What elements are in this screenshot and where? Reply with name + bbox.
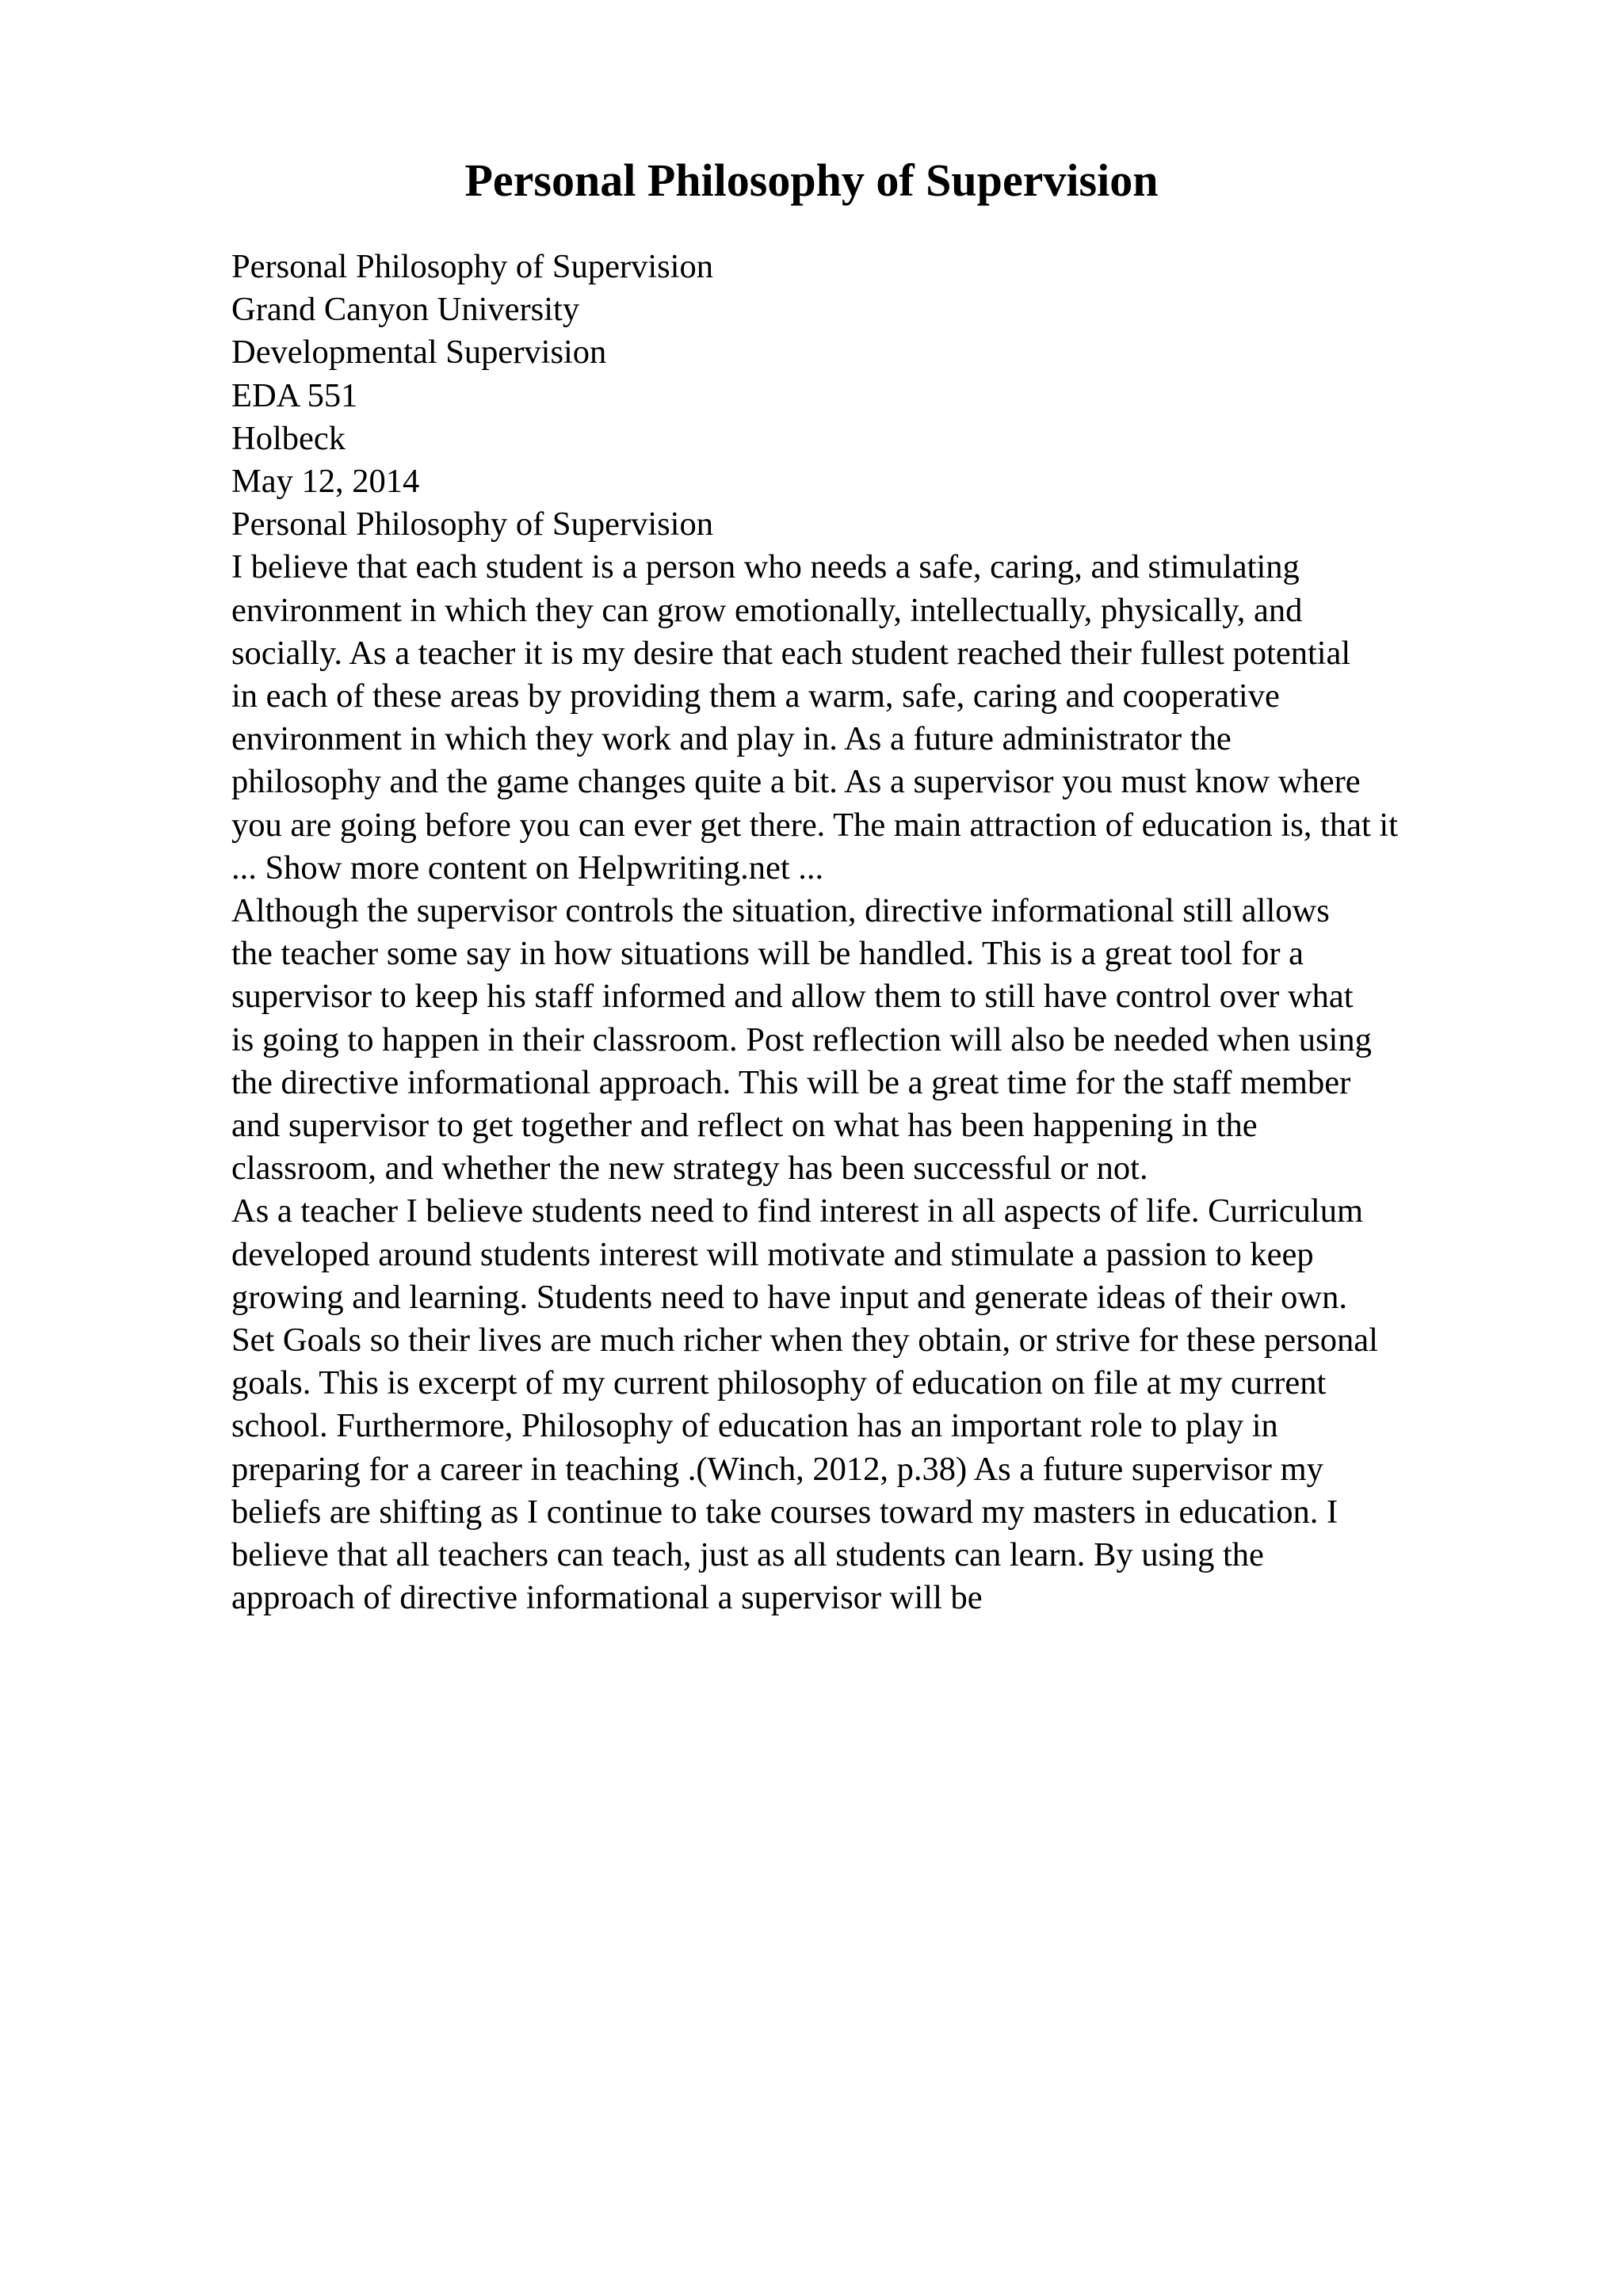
body-text-line: Although the supervisor controls the situation, directive informational still allows [231,892,1330,930]
body-text-line: supervisor to keep his staff informed and allow them to still have control over what [231,978,1354,1016]
body-text-line: developed around students interest will motivate and stimulate a passion to keep [231,1235,1314,1273]
body-text-line: the directive informational approach. This will be a great time for the staff member [231,1063,1351,1101]
show-more-content-line: ... Show more content on Helpwriting.net ... [231,849,824,887]
body-text-line: is going to happen in their classroom. Post reflection will also be needed when using [231,1020,1372,1058]
body-text-line: the teacher some say in how situations will be handled. This is a great tool for a [231,935,1304,973]
body-text-line: beliefs are shifting as I continue to take courses toward my masters in education. I [231,1493,1338,1531]
body-text-line: philosophy and the game changes quite a bit. As a supervisor you must know where [231,763,1361,801]
body-text-line: I believe that each student is a person who needs a safe, caring, and stimulating [231,548,1300,586]
body-text-line: environment in which they can grow emotionally, intellectually, physically, and [231,591,1303,629]
body-text-line: in each of these areas by providing them a warm, safe, caring and cooperative [231,677,1280,715]
body-text-line: and supervisor to get together and reflect on what has been happening in the [231,1107,1258,1145]
body-text-line: As a teacher I believe students need to find interest in all aspects of life. Curriculum [231,1192,1364,1230]
body-text-line: classroom, and whether the new strategy has been successful or not. [231,1150,1148,1188]
body-text-line: growing and learning. Students need to have input and generate ideas of their own. [231,1278,1347,1316]
header-line-course-name: Developmental Supervision [231,334,607,372]
body-text-line: Set Goals so their lives are much richer when they obtain, or strive for these personal [231,1322,1378,1360]
document-title: Personal Philosophy of Supervision [464,154,1159,206]
header-line-university: Grand Canyon University [231,291,580,329]
body-text-line: school. Furthermore, Philosophy of education has an important role to play in [231,1407,1278,1445]
body-text-line: believe that all teachers can teach, just as all students can learn. By using the [231,1536,1264,1574]
body-text-line: approach of directive informational a supervisor will be [231,1579,983,1617]
body-text-line: you are going before you can ever get there. The main attraction of education is, that it [231,806,1398,844]
body-text-line: goals. This is excerpt of my current philosophy of education on file at my current [231,1364,1327,1402]
header-line-paper-title: Personal Philosophy of Supervision [231,248,713,285]
section-heading: Personal Philosophy of Supervision [231,505,713,543]
body-text-line: preparing for a career in teaching .(Winch, 2012, p.38) As a future supervisor my [231,1450,1323,1488]
document-body [231,246,1610,1620]
body-text-line: environment in which they work and play in. As a future administrator the [231,720,1232,758]
body-text-line: socially. As a teacher it is my desire that each student reached their fullest potential [231,634,1351,672]
header-line-course-code: EDA 551 [231,376,358,414]
header-line-date: May 12, 2014 [231,463,420,501]
header-line-instructor: Holbeck [231,419,346,457]
